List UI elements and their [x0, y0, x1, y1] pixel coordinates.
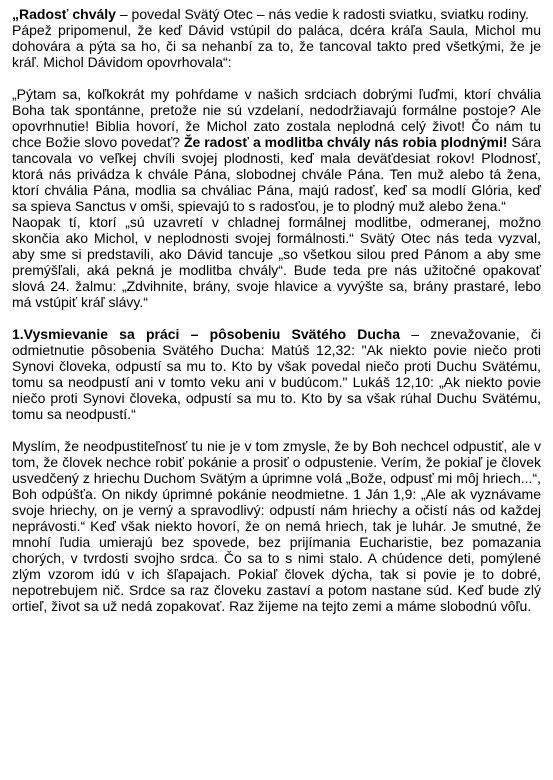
paragraph-intro: [12, 6, 541, 22]
quote-text-1: „Pýtam sa, koľkokrát my pohŕdame v našich srdciach dobrými ľuďmi, ktorí chvália Boha tak spontánne, pretože nie sú vzdelaní, nedodržiavajú formálne postoje? Ale opovrhnutie! Biblia hovorí, že Michol zato zostala neplodná celý život! Čo nám tu chce Božie slovo povedať?: [12, 86, 541, 150]
section-1-heading: 1.Vysmievanie sa práci – pôsobeniu Svätého Ducha: [12, 326, 401, 342]
paragraph-michol: Pápež pripomenul, že keď Dávid vstúpil do paláca, dcéra kráľa Saula, Michol mu dohovára a pýta sa ho, či sa nehanbí za to, že tancoval takto pred všetkými, že je kráľ. Michol Dávidom opovrhovala“:: [12, 22, 541, 70]
paragraph-forgiveness: Myslím, že neodpustiteľnosť tu nie je v tom zmysle, že by Boh nechcel odpustiť, ale v tom, že človek nechce robiť pokánie a prosiť o odpustenie. Verím, že pokiaľ je človek usvedčený z hriechu Duchom Svätým a úprimne volá „Bože, odpusť mi môj hriech...“, Boh odpúšťa. On nikdy úprimné pokánie neodmietne. 1 Ján 1,9: „Ale ak vyznávame svoje hriechy, on je verný a spravodlivý: odpustí nám hriechy a očistí nás od každej neprávosti.“ Keď však niekto hovorí, že on nemá hriech, tak je luhár. Je smutné, že mnohí ľudia umierajú bez spovede, bez prijímania Eucharistie, bez pomazania chorých, v tvrdosti svojho srdca. Čo sa to s nimi stalo. A chúdence deti, pomýlené zlým vzorom idú v ich šľapajach. Pokiaľ človek dýcha, tak si povie je to dobré, nepotrebujem nič. Srdce sa raz človeku zastaví a potom nastane súd. Keď bude zlý ortieľ, život sa už nedá zopakovať. Raz žijeme na tejto zemi a máme slobodnú vôľu.: [12, 438, 541, 614]
paragraph-formal-prayer: Naopak tí, ktorí „sú uzavretí v chladnej formálnej modlitbe, odmeranej, možno skončia ako Michol, v neplodnosti svojej formálnosti.“ Svätý Otec nás teda vyzval, aby sme si predstavili, ako Dávid tancuje „so všetkou silou pred Pánom a aby sme premýšľali, aká pekná je modlitba chvály“. Bude teda pre nás užitočné opakovať slová 24. žalmu: „Zdvihnite, brány, svoje hlavice a vyvýšte sa, brány prastaré, lebo má vstúpiť kráľ slávy.“: [12, 214, 541, 310]
spacer: [12, 70, 541, 86]
section-1-text: – znevažovanie, či odmietnutie pôsobenia Svätého Ducha: Matúš 12,32: "Ak niekto povie niečo proti Synovi človeka, odpustí sa mu to. Kto by však povedal niečo proti Duchu Svätému, tomu sa neodpustí ani v tomto veku ani v budúcom." Lukáš 12,10: „Ak niekto povie niečo proti Synovi človeka, odpustí sa mu to. Kto by sa však rúhal Duchu Svätému, tomu sa neodpustí.“: [12, 326, 542, 422]
quote-text-2: Sára tancovala vo veľkej chvíli svojej plodnosti, keď mala deväťdesiat rokov! Plodnosť, ktorá nás privádza k chvále Pána, slobodnej chvále Pána. Ten muž alebo tá žena, ktorí chvália Pána, modlia sa chváliac Pána, majú radosť, keď sa modlí Glória, keď sa spieva Sanctus v omši, spievajú to s radosťou, je to plodný muž alebo žena.“: [12, 134, 541, 214]
spacer: [12, 422, 541, 438]
intro-bold-phrase: „Radosť chvály: [12, 6, 116, 22]
spacer: [12, 310, 541, 326]
intro-text: – povedal Svätý Otec – nás vedie k radosti sviatku, sviatku rodiny.: [115, 6, 529, 22]
quote-bold-phrase: Že radosť a modlitba chvály nás robia plodnými!: [183, 134, 508, 150]
paragraph-quote: [12, 86, 541, 214]
paragraph-section-1: [12, 326, 541, 422]
